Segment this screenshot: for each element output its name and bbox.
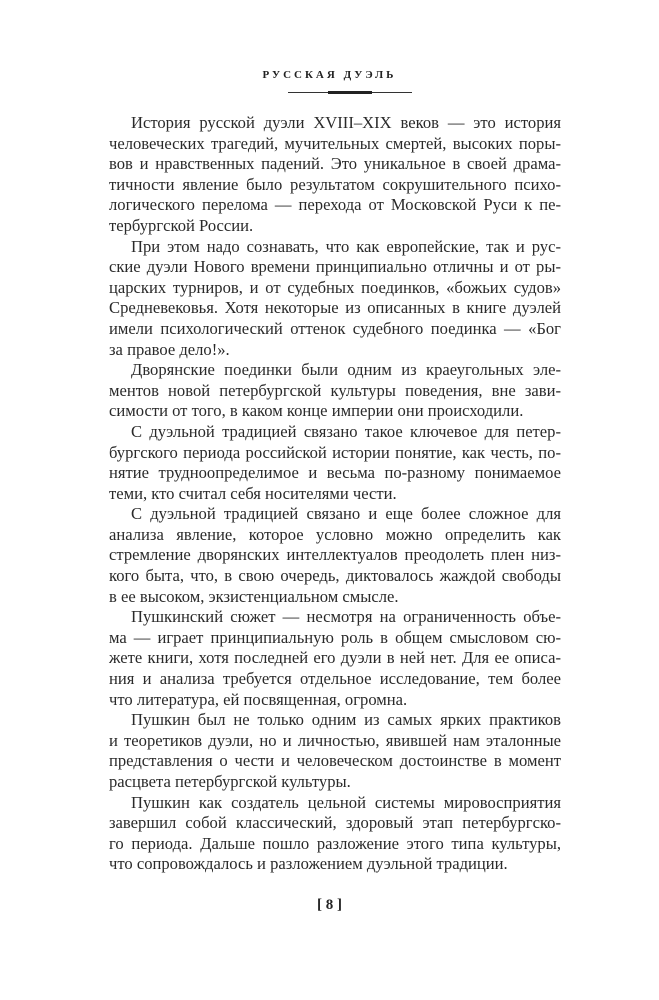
text-line: История русской дуэли XVIII–XIX веков — это история [131,113,561,132]
header-rule-ornament [328,91,372,94]
text-line: бургского периода российской истории понятие, как честь, по- [109,442,561,462]
text-line: царских турниров, и от судебных поединков, «божьих судов» [109,277,561,297]
text-line: вов и нравственных падений. Это уникальное в своей драма- [109,154,561,174]
text-line: С дуэльной традицией связано такое ключевое для петер- [131,421,561,441]
text-line: что литература, ей посвященная, огромна. [109,689,408,709]
text-line: что сопровождалось и разложением дуэльной традиции. [109,854,508,874]
text-line: ментов новой петербургской культуры поведения, вне зави- [109,380,561,400]
text-line: стремление дворянских интеллектуалов преодолеть плен низ- [109,545,561,565]
paragraph [109,607,561,710]
text-line: и теоретиков дуэли, но и личностью, явившей нам эталонные [109,730,561,750]
text-line: логического перелома — перехода от Московской Руси к пе- [109,195,561,215]
text-line: жете книги, хотя последней его дуэли в ней нет. Для ее описа- [109,648,561,668]
paragraph [109,422,561,504]
text-line: анализа явление, которое условно можно определить как [109,524,561,544]
text-line: теми, кто считал себя носителями чести. [109,483,397,503]
text-line: ма — играет принципиальную роль в общем смысловом сю- [109,627,561,647]
paragraph [109,793,561,875]
text-line: человеческих трагедий, мучительных смертей, высоких поры- [109,133,561,153]
text-line: за правое дело!». [109,339,230,359]
text-line: завершил собой классический, здоровый этап петербургско- [109,813,561,833]
text-line: С дуэльной традицией связано и еще более сложное для [131,504,561,524]
text-line: Пушкинский сюжет — несмотря на ограниченность объе- [131,607,561,627]
text-line: При этом надо сознавать, что как европейские, так и рус- [131,236,561,256]
text-line: тичности явление было результатом сокрушительного психо- [109,174,561,194]
text-line: тербургской России. [109,215,254,235]
paragraph [109,360,561,422]
paragraph [109,504,561,607]
text-line: Дворянские поединки были одним из краеугольных эле- [131,360,561,380]
text-line: кого быта, что, в свою очередь, диктовалось жаждой свободы [109,566,561,586]
text-line: расцвета петербургской культуры. [109,772,351,791]
text-line: симости от того, в каком конце империи они происходили. [109,401,524,421]
text-line: го периода. Дальше пошло разложение этого типа культуры, [109,833,561,853]
paragraph [109,237,561,361]
text-line: нятие трудноопределимое и весьма по-разному понимаемое [109,463,561,483]
running-header: РУССКАЯ ДУЭЛЬ [262,69,397,81]
paragraph [109,710,561,792]
page-number: [ 8 ] [317,897,342,913]
text-line: в ее высоком, экзистенциальном смысле. [109,586,399,606]
text-line: имели психологический оттенок судебного поединка — «Бог [109,318,561,338]
text-line: ские дуэли Нового времени принципиально отличны и от ры- [109,257,561,277]
body-text [109,113,561,875]
text-line: Средневековья. Хотя некоторые из описанных в книге дуэлей [109,298,561,318]
text-line: представления о чести и человеческом достоинстве в момент [109,751,561,771]
paragraph [109,113,561,237]
text-line: Пушкин был не только одним из самых ярких практиков [131,710,561,730]
text-line: ния и анализа требуется отдельное исследование, тем более [109,669,561,689]
text-line: Пушкин как создатель цельной системы мировосприятия [131,792,561,812]
